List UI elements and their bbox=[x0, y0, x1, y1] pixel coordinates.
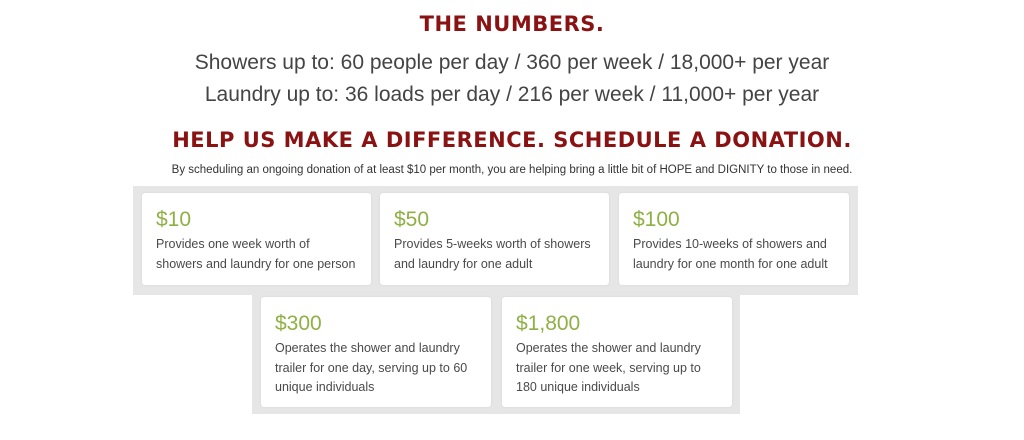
tier-amount: $50 bbox=[394, 208, 430, 231]
tier-amount: $1,800 bbox=[516, 312, 581, 335]
donation-intro: By scheduling an ongoing donation of at least $10 per month, you are helping bring a little bit of HOPE and DIGNITY to those in need. bbox=[171, 164, 853, 176]
showers-stats: Showers up to: 60 people per day / 360 per week / 18,000+ per year bbox=[194, 51, 830, 74]
numbers-heading: THE NUMBERS. bbox=[419, 12, 605, 36]
donation-tier-card[interactable] bbox=[619, 193, 849, 285]
tier-description: Provides 5-weeks worth of showers and laundry for one adult bbox=[394, 237, 591, 271]
donation-heading: HELP US MAKE A DIFFERENCE. SCHEDULE A DONATION. bbox=[172, 128, 852, 152]
tier-amount: $300 bbox=[275, 312, 322, 335]
tier-amount: $100 bbox=[633, 208, 680, 231]
tier-description: Operates the shower and laundry trailer for one week, serving up to 180 unique individuals bbox=[516, 341, 701, 394]
tier-description: Provides 10-weeks of showers and laundry for one month for one adult bbox=[633, 237, 828, 271]
tier-description: Operates the shower and laundry trailer for one day, serving up to 60 unique individuals bbox=[275, 341, 468, 394]
tier-amount: $10 bbox=[156, 208, 192, 231]
donation-tier-card[interactable] bbox=[502, 297, 732, 407]
laundry-stats: Laundry up to: 36 loads per day / 216 per week / 11,000+ per year bbox=[204, 83, 820, 106]
donation-tier-card[interactable] bbox=[380, 193, 609, 285]
donation-tier-card[interactable] bbox=[261, 297, 491, 407]
donation-tier-card[interactable] bbox=[142, 193, 371, 285]
tier-description: Provides one week worth of showers and laundry for one person bbox=[156, 237, 356, 271]
